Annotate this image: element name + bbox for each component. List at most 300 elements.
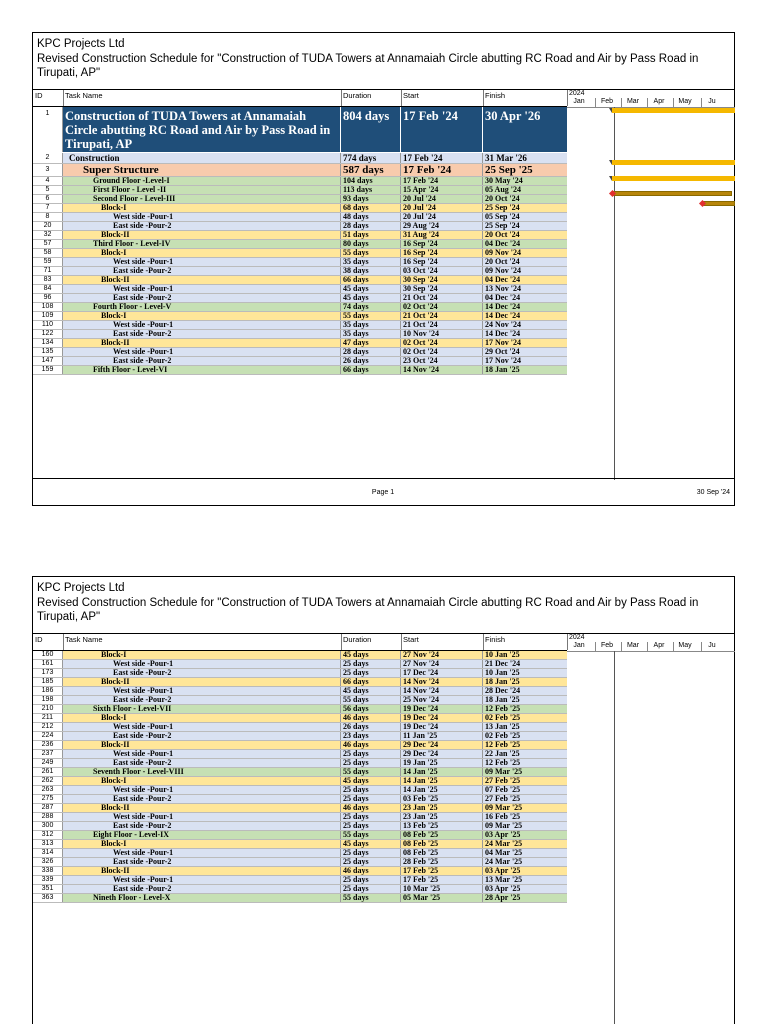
task-name: Eight Floor - Level-IX: [63, 831, 341, 839]
task-name: West side -Pour-1: [63, 687, 341, 695]
gantt-summary-bar-super-structure[interactable]: [612, 176, 735, 181]
task-start-date: 17 Feb '25: [401, 876, 483, 884]
task-finish-date: 02 Feb '25: [485, 731, 521, 740]
task-id: 198: [33, 696, 63, 704]
task-duration: 45 days: [341, 840, 401, 848]
task-id: 4: [33, 177, 63, 185]
company-name: KPC Projects Ltd: [37, 38, 125, 50]
task-duration: 35 days: [341, 321, 401, 329]
task-name: East side -Pour-2: [63, 330, 341, 338]
task-name: Block-II: [63, 741, 341, 749]
task-id: 96: [33, 294, 63, 302]
task-id: 8: [33, 213, 63, 221]
task-name: Block-II: [63, 804, 341, 812]
task-start-date: 29 Dec '24: [401, 750, 483, 758]
task-finish-date: 12 Feb '25: [485, 704, 521, 713]
task-start-date: 19 Jan '25: [401, 759, 483, 767]
task-id: 326: [33, 858, 63, 866]
task-name: West side -Pour-1: [63, 750, 341, 758]
task-name: First Floor - Level -II: [63, 186, 341, 194]
task-duration: 25 days: [341, 885, 401, 893]
task-id: 84: [33, 285, 63, 293]
task-start-date: 14 Jan '25: [401, 768, 483, 776]
task-name: Nineth Floor - Level-X: [63, 894, 341, 902]
task-finish-date: 03 Apr '25: [485, 830, 521, 839]
task-finish-date: 09 Nov '24: [485, 248, 521, 257]
task-name: East side -Pour-2: [63, 267, 341, 275]
task-start-date: 10 Mar '25: [401, 885, 483, 893]
task-duration: 55 days: [341, 831, 401, 839]
task-id: 287: [33, 804, 63, 812]
task-id: 313: [33, 840, 63, 848]
task-start-date: 19 Dec '24: [401, 714, 483, 722]
task-id: 134: [33, 339, 63, 347]
task-duration: 45 days: [341, 285, 401, 293]
schedule-page-1: [32, 32, 735, 506]
task-name: Block-II: [63, 231, 341, 239]
task-id: 6: [33, 195, 63, 203]
task-finish-date: 09 Mar '25: [485, 803, 523, 812]
task-finish-date: 24 Mar '25: [485, 857, 523, 866]
task-name: Block-II: [63, 867, 341, 875]
task-start-date: 08 Feb '25: [401, 840, 483, 848]
task-id: 109: [33, 312, 63, 320]
task-finish-date: 05 Aug '24: [485, 185, 522, 194]
gantt-bar-first-floor[interactable]: [702, 201, 735, 206]
task-duration: 28 days: [341, 348, 401, 356]
task-id: 300: [33, 822, 63, 830]
task-name: West side -Pour-1: [63, 786, 341, 794]
task-finish-date: 13 Mar '25: [485, 875, 523, 884]
task-name: Sixth Floor - Level-VII: [63, 705, 341, 713]
task-start-date: 02 Oct '24: [401, 303, 483, 311]
timeline-month: Mar: [626, 642, 640, 649]
task-id: 210: [33, 705, 63, 713]
task-start-date: 28 Feb '25: [401, 858, 483, 866]
task-start-date: 17 Feb '24: [401, 177, 483, 185]
task-finish-date: 20 Oct '24: [485, 194, 520, 203]
task-name: Block-II: [63, 678, 341, 686]
task-finish-date: 25 Sep '25: [485, 164, 533, 176]
task-duration: 774 days: [341, 153, 401, 163]
task-duration: 74 days: [341, 303, 401, 311]
task-duration: 25 days: [341, 660, 401, 668]
task-finish-date: 17 Nov '24: [485, 356, 521, 365]
column-header-task-name[interactable]: Task Name: [65, 91, 103, 100]
task-name: East side -Pour-2: [63, 294, 341, 302]
task-duration: 804 days: [341, 107, 401, 152]
gantt-chart: [567, 107, 735, 480]
task-row-summary[interactable]: [33, 153, 567, 164]
task-finish-date: 04 Dec '24: [485, 239, 521, 248]
page-header: [33, 33, 734, 89]
task-start-date: 13 Feb '25: [401, 822, 483, 830]
task-start-date: 02 Oct '24: [401, 348, 483, 356]
task-start-date: 21 Oct '24: [401, 321, 483, 329]
timeline-months: [567, 98, 735, 107]
task-start-date: 08 Feb '25: [401, 849, 483, 857]
task-name: West side -Pour-1: [63, 723, 341, 731]
task-start-date: 17 Feb '24: [401, 153, 483, 163]
task-finish-date: 24 Mar '25: [485, 839, 523, 848]
task-duration: 46 days: [341, 741, 401, 749]
task-id: 32: [33, 231, 63, 239]
task-start-date: 14 Jan '25: [401, 786, 483, 794]
task-start-date: 17 Dec '24: [401, 669, 483, 677]
task-finish-date: 14 Dec '24: [485, 302, 521, 311]
timeline-month: Apr: [653, 642, 665, 649]
task-duration: 55 days: [341, 768, 401, 776]
task-start-date: 19 Dec '24: [401, 723, 483, 731]
gantt-bar-ground-floor[interactable]: [612, 191, 732, 196]
task-finish-date: 31 Mar '26: [485, 153, 527, 163]
task-finish-date: 22 Jan '25: [485, 749, 520, 758]
task-row-floor[interactable]: [33, 894, 567, 903]
task-start-date: 14 Nov '24: [401, 678, 483, 686]
task-name: East side -Pour-2: [63, 822, 341, 830]
task-duration: 25 days: [341, 795, 401, 803]
timeline-month: Jan: [573, 98, 585, 105]
task-id: 1: [33, 107, 63, 152]
task-duration: 45 days: [341, 687, 401, 695]
task-start-date: 21 Oct '24: [401, 294, 483, 302]
column-header-start[interactable]: Start: [403, 91, 419, 100]
task-duration: 587 days: [341, 164, 401, 176]
task-start-date: 11 Jan '25: [401, 732, 483, 740]
task-finish-date: 30 Apr '26: [485, 109, 541, 123]
task-finish-date: 09 Mar '25: [485, 821, 523, 830]
task-name: Construction of TUDA Towers at Annamaiah Circle abutting RC Road and Air by Pass Road in Tirupati, AP: [63, 107, 341, 152]
task-id: 186: [33, 687, 63, 695]
timeline-month: Apr: [653, 98, 665, 105]
task-finish-date: 24 Nov '24: [485, 320, 521, 329]
task-start-date: 08 Feb '25: [401, 831, 483, 839]
task-start-date: 30 Sep '24: [401, 276, 483, 284]
task-duration: 26 days: [341, 723, 401, 731]
task-name: East side -Pour-2: [63, 222, 341, 230]
page-number: Page 1: [371, 489, 395, 496]
task-id: 339: [33, 876, 63, 884]
task-start-date: 03 Oct '24: [401, 267, 483, 275]
task-start-date: 23 Jan '25: [401, 804, 483, 812]
task-name: West side -Pour-1: [63, 258, 341, 266]
company-name: KPC Projects Ltd: [37, 582, 125, 594]
task-id: 224: [33, 732, 63, 740]
task-name: East side -Pour-2: [63, 885, 341, 893]
task-start-date: 02 Oct '24: [401, 339, 483, 347]
task-id: 263: [33, 786, 63, 794]
task-start-date: 17 Feb '24: [401, 107, 483, 152]
gantt-summary-bar-project[interactable]: [612, 108, 735, 113]
task-finish-date: 07 Feb '25: [485, 785, 521, 794]
task-name: Super Structure: [63, 164, 341, 176]
task-finish-date: 21 Dec '24: [485, 659, 521, 668]
task-start-date: 14 Nov '24: [401, 366, 483, 374]
task-name: West side -Pour-1: [63, 813, 341, 821]
page-header: [33, 577, 734, 633]
task-name: West side -Pour-1: [63, 321, 341, 329]
task-start-date: 15 Apr '24: [401, 186, 483, 194]
task-start-date: 16 Sep '24: [401, 240, 483, 248]
task-finish-date: 10 Jan '25: [485, 650, 520, 659]
task-duration: 28 days: [341, 222, 401, 230]
task-id: 110: [33, 321, 63, 329]
task-finish-date: 03 Apr '25: [485, 866, 521, 875]
task-name: East side -Pour-2: [63, 795, 341, 803]
task-duration: 26 days: [341, 357, 401, 365]
task-finish-date: 13 Nov '24: [485, 284, 521, 293]
task-finish-date: 02 Feb '25: [485, 713, 521, 722]
task-id: 59: [33, 258, 63, 266]
column-header-start[interactable]: Start: [403, 635, 419, 644]
task-id: 363: [33, 894, 63, 902]
task-finish-date: 04 Dec '24: [485, 275, 521, 284]
task-name: Fourth Floor - Level-V: [63, 303, 341, 311]
task-duration: 23 days: [341, 732, 401, 740]
schedule-title: Revised Construction Schedule for "Construction of TUDA Towers at Annamaiah Circle abutting RC Road and Air by Pass Road in Tirupati, AP": [37, 597, 699, 623]
task-id: 159: [33, 366, 63, 374]
task-duration: 56 days: [341, 705, 401, 713]
task-table: [33, 107, 567, 375]
task-id: 161: [33, 660, 63, 668]
task-duration: 47 days: [341, 339, 401, 347]
task-id: 288: [33, 813, 63, 821]
task-id: 212: [33, 723, 63, 731]
task-finish-date: 25 Sep '24: [485, 203, 520, 212]
task-name: West side -Pour-1: [63, 213, 341, 221]
task-id: 312: [33, 831, 63, 839]
task-duration: 25 days: [341, 858, 401, 866]
task-start-date: 27 Nov '24: [401, 651, 483, 659]
task-name: East side -Pour-2: [63, 858, 341, 866]
task-duration: 55 days: [341, 696, 401, 704]
task-duration: 55 days: [341, 312, 401, 320]
task-id: 236: [33, 741, 63, 749]
task-duration: 66 days: [341, 366, 401, 374]
task-name: Second Floor - Level-III: [63, 195, 341, 203]
task-name: Block-I: [63, 204, 341, 212]
task-finish-date: 18 Jan '25: [485, 365, 520, 374]
task-name: Fifth Floor - Level-VI: [63, 366, 341, 374]
task-finish-date: 30 May '24: [485, 176, 523, 185]
task-start-date: 27 Nov '24: [401, 660, 483, 668]
task-finish-date: 04 Mar '25: [485, 848, 523, 857]
task-duration: 45 days: [341, 651, 401, 659]
schedule-page-2: [32, 576, 735, 1024]
task-id: 147: [33, 357, 63, 365]
task-name: Ground Floor -Level-I: [63, 177, 341, 185]
task-name: East side -Pour-2: [63, 732, 341, 740]
task-finish-date: 12 Feb '25: [485, 740, 521, 749]
task-finish-date: 05 Sep '24: [485, 212, 520, 221]
task-id: 249: [33, 759, 63, 767]
timeline-year: 2024: [569, 634, 585, 641]
timeline-month: Mar: [626, 98, 640, 105]
task-name: Block-II: [63, 276, 341, 284]
task-finish-date: 13 Jan '25: [485, 722, 520, 731]
schedule-title: Revised Construction Schedule for "Construction of TUDA Towers at Annamaiah Circle abutting RC Road and Air by Pass Road in Tirupati, AP": [37, 53, 699, 79]
task-name: Seventh Floor - Level-VIII: [63, 768, 341, 776]
task-id: 108: [33, 303, 63, 311]
print-date: 30 Sep '24: [696, 489, 730, 496]
task-id: 135: [33, 348, 63, 356]
task-duration: 25 days: [341, 876, 401, 884]
task-name: West side -Pour-1: [63, 876, 341, 884]
task-duration: 55 days: [341, 249, 401, 257]
timeline-month: May: [678, 98, 692, 105]
timeline-month: Ju: [708, 98, 716, 105]
task-id: 261: [33, 768, 63, 776]
task-duration: 51 days: [341, 231, 401, 239]
task-duration: 80 days: [341, 240, 401, 248]
task-start-date: 19 Dec '24: [401, 705, 483, 713]
task-name: Block-I: [63, 249, 341, 257]
task-start-date: 05 Mar '25: [401, 894, 483, 902]
task-duration: 25 days: [341, 849, 401, 857]
task-id: 122: [33, 330, 63, 338]
task-duration: 48 days: [341, 213, 401, 221]
task-duration: 68 days: [341, 204, 401, 212]
task-duration: 66 days: [341, 276, 401, 284]
task-start-date: 25 Nov '24: [401, 696, 483, 704]
task-start-date: 03 Feb '25: [401, 795, 483, 803]
timeline-month: Jan: [573, 642, 585, 649]
column-header-duration[interactable]: Duration: [343, 91, 372, 100]
task-finish-date: 09 Nov '24: [485, 266, 521, 275]
footer-divider: [33, 478, 734, 479]
gantt-summary-bar-construction[interactable]: [612, 160, 735, 165]
task-start-date: 31 Aug '24: [401, 231, 483, 239]
task-duration: 45 days: [341, 777, 401, 785]
task-id: 57: [33, 240, 63, 248]
task-finish-date: 27 Feb '25: [485, 794, 521, 803]
task-duration: 25 days: [341, 750, 401, 758]
task-finish-date: 12 Feb '25: [485, 758, 521, 767]
task-duration: 35 days: [341, 330, 401, 338]
task-start-date: 14 Jan '25: [401, 777, 483, 785]
timeline-year: 2024: [569, 90, 585, 97]
task-duration: 25 days: [341, 759, 401, 767]
task-finish-date: 14 Dec '24: [485, 311, 521, 320]
task-name: Block-II: [63, 339, 341, 347]
task-finish-date: 10 Jan '25: [485, 668, 520, 677]
task-start-date: 23 Jan '25: [401, 813, 483, 821]
task-duration: 25 days: [341, 813, 401, 821]
task-start-date: 17 Feb '25: [401, 867, 483, 875]
task-duration: 93 days: [341, 195, 401, 203]
task-start-date: 16 Sep '24: [401, 258, 483, 266]
task-id: 20: [33, 222, 63, 230]
task-name: Block-I: [63, 312, 341, 320]
task-duration: 66 days: [341, 678, 401, 686]
task-name: Third Floor - Level-IV: [63, 240, 341, 248]
task-id: 275: [33, 795, 63, 803]
timeline-month: Ju: [708, 642, 716, 649]
task-duration: 25 days: [341, 822, 401, 830]
task-start-date: 16 Sep '24: [401, 249, 483, 257]
column-header-duration[interactable]: Duration: [343, 635, 372, 644]
task-start-date: 29 Aug '24: [401, 222, 483, 230]
task-id: 237: [33, 750, 63, 758]
task-duration: 25 days: [341, 786, 401, 794]
task-name: West side -Pour-1: [63, 285, 341, 293]
task-duration: 45 days: [341, 294, 401, 302]
timeline-month: May: [678, 642, 692, 649]
task-start-date: 20 Jul '24: [401, 213, 483, 221]
task-id: 185: [33, 678, 63, 686]
task-finish-date: 29 Oct '24: [485, 347, 520, 356]
task-row-floor[interactable]: [33, 366, 567, 375]
task-name: East side -Pour-2: [63, 759, 341, 767]
task-finish-date: 14 Dec '24: [485, 329, 521, 338]
task-name: Block-I: [63, 777, 341, 785]
task-finish-date: 18 Jan '25: [485, 677, 520, 686]
task-finish-date: 20 Oct '24: [485, 230, 520, 239]
task-start-date: 10 Nov '24: [401, 330, 483, 338]
task-id: 262: [33, 777, 63, 785]
task-id: 314: [33, 849, 63, 857]
task-id: 173: [33, 669, 63, 677]
timeline-months: [567, 642, 735, 651]
task-duration: 55 days: [341, 894, 401, 902]
task-finish-date: 28 Apr '25: [485, 893, 521, 902]
column-header-finish[interactable]: Finish: [485, 91, 506, 100]
task-finish-date: 25 Sep '24: [485, 221, 520, 230]
timeline-bottom-line: [567, 651, 735, 652]
task-start-date: 14 Nov '24: [401, 687, 483, 695]
task-name: West side -Pour-1: [63, 660, 341, 668]
column-header-id[interactable]: ID: [35, 91, 43, 100]
task-id: 3: [33, 164, 63, 176]
task-duration: 104 days: [341, 177, 401, 185]
task-finish-date: 18 Jan '25: [485, 695, 520, 704]
task-name: West side -Pour-1: [63, 849, 341, 857]
task-name: East side -Pour-2: [63, 357, 341, 365]
task-start-date: 30 Sep '24: [401, 285, 483, 293]
task-id: 160: [33, 651, 63, 659]
column-header-finish[interactable]: Finish: [485, 635, 506, 644]
task-name: Construction: [63, 153, 341, 163]
task-start-date: 23 Oct '24: [401, 357, 483, 365]
task-name: Block-I: [63, 714, 341, 722]
task-finish-date: 04 Dec '24: [485, 293, 521, 302]
task-id: 71: [33, 267, 63, 275]
task-finish-date: 16 Feb '25: [485, 812, 521, 821]
task-id: 338: [33, 867, 63, 875]
task-id: 7: [33, 204, 63, 212]
task-duration: 38 days: [341, 267, 401, 275]
task-id: 351: [33, 885, 63, 893]
task-finish-date: 03 Apr '25: [485, 884, 521, 893]
task-name: West side -Pour-1: [63, 348, 341, 356]
column-header-task-name[interactable]: Task Name: [65, 635, 103, 644]
task-duration: 46 days: [341, 867, 401, 875]
task-finish-date: 28 Dec '24: [485, 686, 521, 695]
task-finish-date: 09 Mar '25: [485, 767, 523, 776]
timeline-month: Feb: [600, 642, 614, 649]
task-duration: 35 days: [341, 258, 401, 266]
column-header-id[interactable]: ID: [35, 635, 43, 644]
task-id: 5: [33, 186, 63, 194]
task-row-project[interactable]: [33, 107, 567, 153]
task-finish-date: 27 Feb '25: [485, 776, 521, 785]
task-name: Block-I: [63, 651, 341, 659]
timeline-month: Feb: [600, 98, 614, 105]
task-finish-date: 17 Nov '24: [485, 338, 521, 347]
task-start-date: 29 Dec '24: [401, 741, 483, 749]
task-start-date: 20 Jul '24: [401, 195, 483, 203]
task-name: East side -Pour-2: [63, 696, 341, 704]
